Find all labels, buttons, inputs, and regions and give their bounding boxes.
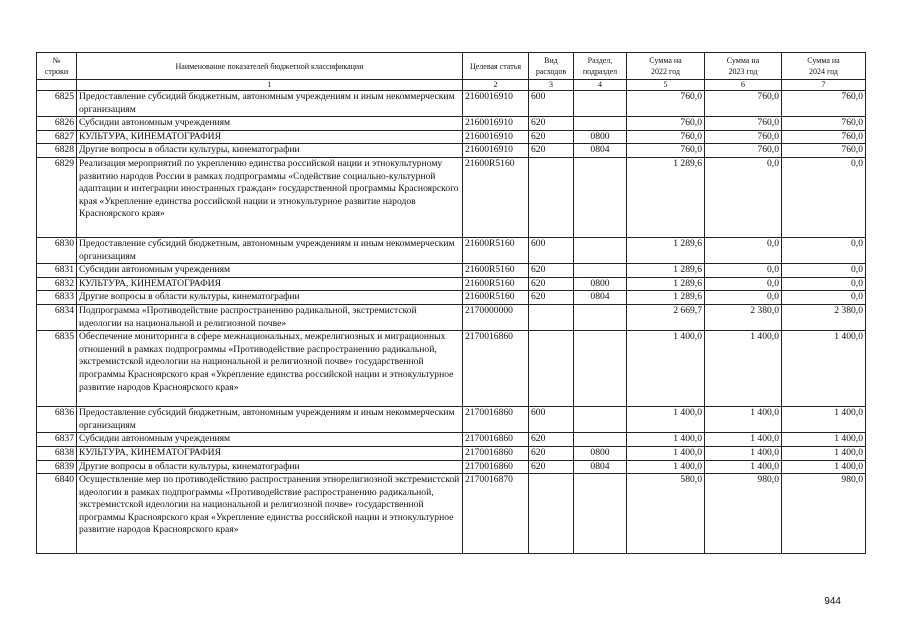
row-sum-2023: 1 400,0: [705, 407, 782, 433]
header-sum2023: [705, 53, 782, 80]
row-target-article: 21600R5160: [463, 237, 529, 263]
row-section: [574, 117, 627, 131]
row-sum-2022: 1 400,0: [627, 460, 705, 474]
row-sum-2022: 1 400,0: [627, 331, 705, 407]
table-row: [37, 291, 866, 305]
table-row: [37, 264, 866, 278]
column-number-row: [37, 80, 866, 91]
row-sum-2024: 2 380,0: [782, 304, 866, 330]
row-sum-2023: 760,0: [705, 144, 782, 158]
row-target-article: 2170000000: [463, 304, 529, 330]
row-number: 6836: [37, 407, 77, 433]
row-name: Подпрограмма «Противодействие распространению радикальной, экстремистской идеологии на национальной и религиозной почве»: [77, 304, 463, 330]
row-section: 0800: [574, 446, 627, 460]
row-section: [574, 237, 627, 263]
row-number: 6827: [37, 130, 77, 144]
header-target: [463, 53, 529, 80]
row-expense-kind: 600: [529, 407, 574, 433]
row-expense-kind: 620: [529, 446, 574, 460]
row-section: [574, 407, 627, 433]
row-target-article: 2170016860: [463, 407, 529, 433]
row-section: [574, 157, 627, 237]
row-expense-kind: 620: [529, 144, 574, 158]
row-name: Другие вопросы в области культуры, кинематографии: [77, 144, 463, 158]
table-row: [37, 446, 866, 460]
page-number: 944: [824, 596, 841, 607]
row-target-article: 2170016860: [463, 433, 529, 447]
row-sum-2022: 1 289,6: [627, 157, 705, 237]
row-expense-kind: 600: [529, 237, 574, 263]
row-sum-2023: 1 400,0: [705, 446, 782, 460]
table-row: [37, 144, 866, 158]
row-target-article: 2160016910: [463, 117, 529, 131]
table-row: [37, 91, 866, 117]
row-expense-kind: 620: [529, 117, 574, 131]
row-section: 0804: [574, 460, 627, 474]
row-expense-kind: 600: [529, 91, 574, 117]
row-expense-kind: 620: [529, 277, 574, 291]
row-name: Предоставление субсидий бюджетным, автономным учреждениям и иным некоммерческим организациям: [77, 237, 463, 263]
row-sum-2024: 1 400,0: [782, 446, 866, 460]
row-sum-2022: 760,0: [627, 117, 705, 131]
row-sum-2022: 1 289,6: [627, 264, 705, 278]
budget-table: [36, 52, 866, 554]
row-target-article: 21600R5160: [463, 277, 529, 291]
row-number: 6835: [37, 331, 77, 407]
column-number: 2: [463, 80, 529, 91]
row-sum-2023: 1 400,0: [705, 331, 782, 407]
row-number: 6838: [37, 446, 77, 460]
row-sum-2023: 0,0: [705, 264, 782, 278]
row-name: Предоставление субсидий бюджетным, автономным учреждениям и иным некоммерческим организациям: [77, 91, 463, 117]
row-sum-2024: 0,0: [782, 157, 866, 237]
row-number: 6829: [37, 157, 77, 237]
row-number: 6825: [37, 91, 77, 117]
header-name: [77, 53, 463, 80]
table-row: [37, 130, 866, 144]
row-sum-2023: 760,0: [705, 117, 782, 131]
row-sum-2024: 980,0: [782, 474, 866, 554]
column-number: 5: [627, 80, 705, 91]
row-target-article: 2170016870: [463, 474, 529, 554]
row-sum-2024: 0,0: [782, 277, 866, 291]
row-sum-2022: 1 289,6: [627, 291, 705, 305]
row-section: [574, 91, 627, 117]
row-number: 6839: [37, 460, 77, 474]
row-sum-2023: 0,0: [705, 237, 782, 263]
row-sum-2023: 760,0: [705, 130, 782, 144]
row-sum-2023: 980,0: [705, 474, 782, 554]
row-sum-2023: 0,0: [705, 291, 782, 305]
row-sum-2023: 1 400,0: [705, 433, 782, 447]
row-sum-2023: 2 380,0: [705, 304, 782, 330]
header-name-text: Наименование показателей бюджетной классификации: [175, 61, 364, 71]
table-row: [37, 407, 866, 433]
row-number: 6832: [37, 277, 77, 291]
row-expense-kind: 620: [529, 460, 574, 474]
row-target-article: 2170016860: [463, 460, 529, 474]
row-sum-2024: 0,0: [782, 264, 866, 278]
header-row: [37, 53, 866, 80]
row-sum-2022: 580,0: [627, 474, 705, 554]
row-target-article: 21600R5160: [463, 291, 529, 305]
row-number: 6837: [37, 433, 77, 447]
row-section: [574, 304, 627, 330]
row-sum-2024: 760,0: [782, 117, 866, 131]
row-expense-kind: 620: [529, 264, 574, 278]
column-number: 6: [705, 80, 782, 91]
row-name: Осуществление мер по противодействию распространения этнорелигиозной экстремистской идеологии в рамках подпрограммы «Противодействие распространению радикальной, экстремистской идеологии на национальной и религиозной почве» государственной программы Красноярского края «Укрепление единства российской нации и этнокультурное развитие народов Красноярского края»: [77, 474, 463, 554]
row-expense-kind: 620: [529, 433, 574, 447]
row-name: Субсидии автономным учреждениям: [77, 264, 463, 278]
row-name: Другие вопросы в области культуры, кинематографии: [77, 291, 463, 305]
row-section: [574, 433, 627, 447]
row-target-article: 2160016910: [463, 130, 529, 144]
row-expense-kind: [529, 304, 574, 330]
row-sum-2022: 760,0: [627, 130, 705, 144]
row-sum-2022: 760,0: [627, 91, 705, 117]
row-name: Субсидии автономным учреждениям: [77, 117, 463, 131]
row-sum-2024: 1 400,0: [782, 331, 866, 407]
row-sum-2024: 1 400,0: [782, 460, 866, 474]
table-row: [37, 304, 866, 330]
row-section: 0800: [574, 130, 627, 144]
row-number: 6831: [37, 264, 77, 278]
row-name: КУЛЬТУРА, КИНЕМАТОГРАФИЯ: [77, 277, 463, 291]
row-expense-kind: [529, 331, 574, 407]
column-number: 7: [782, 80, 866, 91]
row-sum-2024: 0,0: [782, 291, 866, 305]
row-name: Предоставление субсидий бюджетным, автономным учреждениям и иным некоммерческим организациям: [77, 407, 463, 433]
header-row-no: [37, 53, 77, 80]
row-sum-2022: 760,0: [627, 144, 705, 158]
row-sum-2022: 1 400,0: [627, 433, 705, 447]
table-row: [37, 237, 866, 263]
row-expense-kind: 620: [529, 291, 574, 305]
row-sum-2024: 1 400,0: [782, 433, 866, 447]
header-sum2023-text: Сумма на 2023 год: [726, 56, 760, 76]
row-sum-2024: 760,0: [782, 91, 866, 117]
column-number: 1: [77, 80, 463, 91]
table-row: [37, 117, 866, 131]
header-row-no-text: № строки: [44, 56, 69, 76]
row-sum-2024: 760,0: [782, 130, 866, 144]
column-number: 4: [574, 80, 627, 91]
row-number: 6833: [37, 291, 77, 305]
row-sum-2022: 1 400,0: [627, 446, 705, 460]
column-number: 3: [529, 80, 574, 91]
row-number: 6826: [37, 117, 77, 131]
row-name: Другие вопросы в области культуры, кинематографии: [77, 460, 463, 474]
header-section-text: Раздел, подраздел: [582, 56, 618, 76]
row-target-article: 21600R5160: [463, 264, 529, 278]
header-sum2022-text: Сумма на 2022 год: [649, 56, 682, 76]
row-name: Обеспечение мониторинга в сфере межнациональных, межрелигиозных и миграционных отношений в рамках подпрограммы «Противодействие распространению радикальной, экстремистской идеологии на национальной и религиозной почве» государственной программы Красноярского края «Укрепление единства российской нации и этнокультурное развитие народов Красноярского края»: [77, 331, 463, 407]
header-section: [574, 53, 627, 80]
row-section: 0804: [574, 144, 627, 158]
row-section: 0800: [574, 277, 627, 291]
row-sum-2022: 1 289,6: [627, 237, 705, 263]
header-kind-text: Вид расходов: [535, 56, 567, 76]
row-expense-kind: 620: [529, 130, 574, 144]
table-row: [37, 277, 866, 291]
row-sum-2024: 760,0: [782, 144, 866, 158]
row-name: Реализация мероприятий по укреплению единства российской нации и этнокультурному развитию народов России в рамках подпрограммы «Содействие социально-культурной адаптации и интеграции иностранных граждан» государственной программы Красноярского края «Укрепление единства российской нации и этнокультурное развитие народов Красноярского края»: [77, 157, 463, 237]
row-target-article: 2160016910: [463, 144, 529, 158]
row-name: КУЛЬТУРА, КИНЕМАТОГРАФИЯ: [77, 446, 463, 460]
row-target-article: 21600R5160: [463, 157, 529, 237]
header-sum2022: [627, 53, 705, 80]
header-sum2024-text: Сумма на 2024 год: [807, 56, 840, 76]
column-number: [37, 80, 77, 91]
row-name: Субсидии автономным учреждениям: [77, 433, 463, 447]
row-sum-2022: 2 669,7: [627, 304, 705, 330]
row-section: [574, 474, 627, 554]
row-sum-2022: 1 289,6: [627, 277, 705, 291]
row-sum-2023: 1 400,0: [705, 460, 782, 474]
row-number: 6834: [37, 304, 77, 330]
row-sum-2024: 0,0: [782, 237, 866, 263]
row-number: 6830: [37, 237, 77, 263]
header-sum2024: [782, 53, 866, 80]
row-expense-kind: [529, 474, 574, 554]
row-section: 0804: [574, 291, 627, 305]
row-section: [574, 264, 627, 278]
table-row: [37, 433, 866, 447]
header-kind: [529, 53, 574, 80]
table-row: [37, 331, 866, 407]
row-sum-2023: 0,0: [705, 157, 782, 237]
row-section: [574, 331, 627, 407]
row-name: КУЛЬТУРА, КИНЕМАТОГРАФИЯ: [77, 130, 463, 144]
table-row: [37, 157, 866, 237]
row-target-article: 2160016910: [463, 91, 529, 117]
table-row: [37, 460, 866, 474]
row-number: 6828: [37, 144, 77, 158]
row-sum-2023: 760,0: [705, 91, 782, 117]
row-sum-2022: 1 400,0: [627, 407, 705, 433]
row-number: 6840: [37, 474, 77, 554]
row-target-article: 2170016860: [463, 331, 529, 407]
row-sum-2023: 0,0: [705, 277, 782, 291]
row-target-article: 2170016860: [463, 446, 529, 460]
table-row: [37, 474, 866, 554]
row-sum-2024: 1 400,0: [782, 407, 866, 433]
header-target-text: Целевая статья: [469, 61, 522, 71]
table-body: [37, 91, 866, 554]
row-expense-kind: [529, 157, 574, 237]
